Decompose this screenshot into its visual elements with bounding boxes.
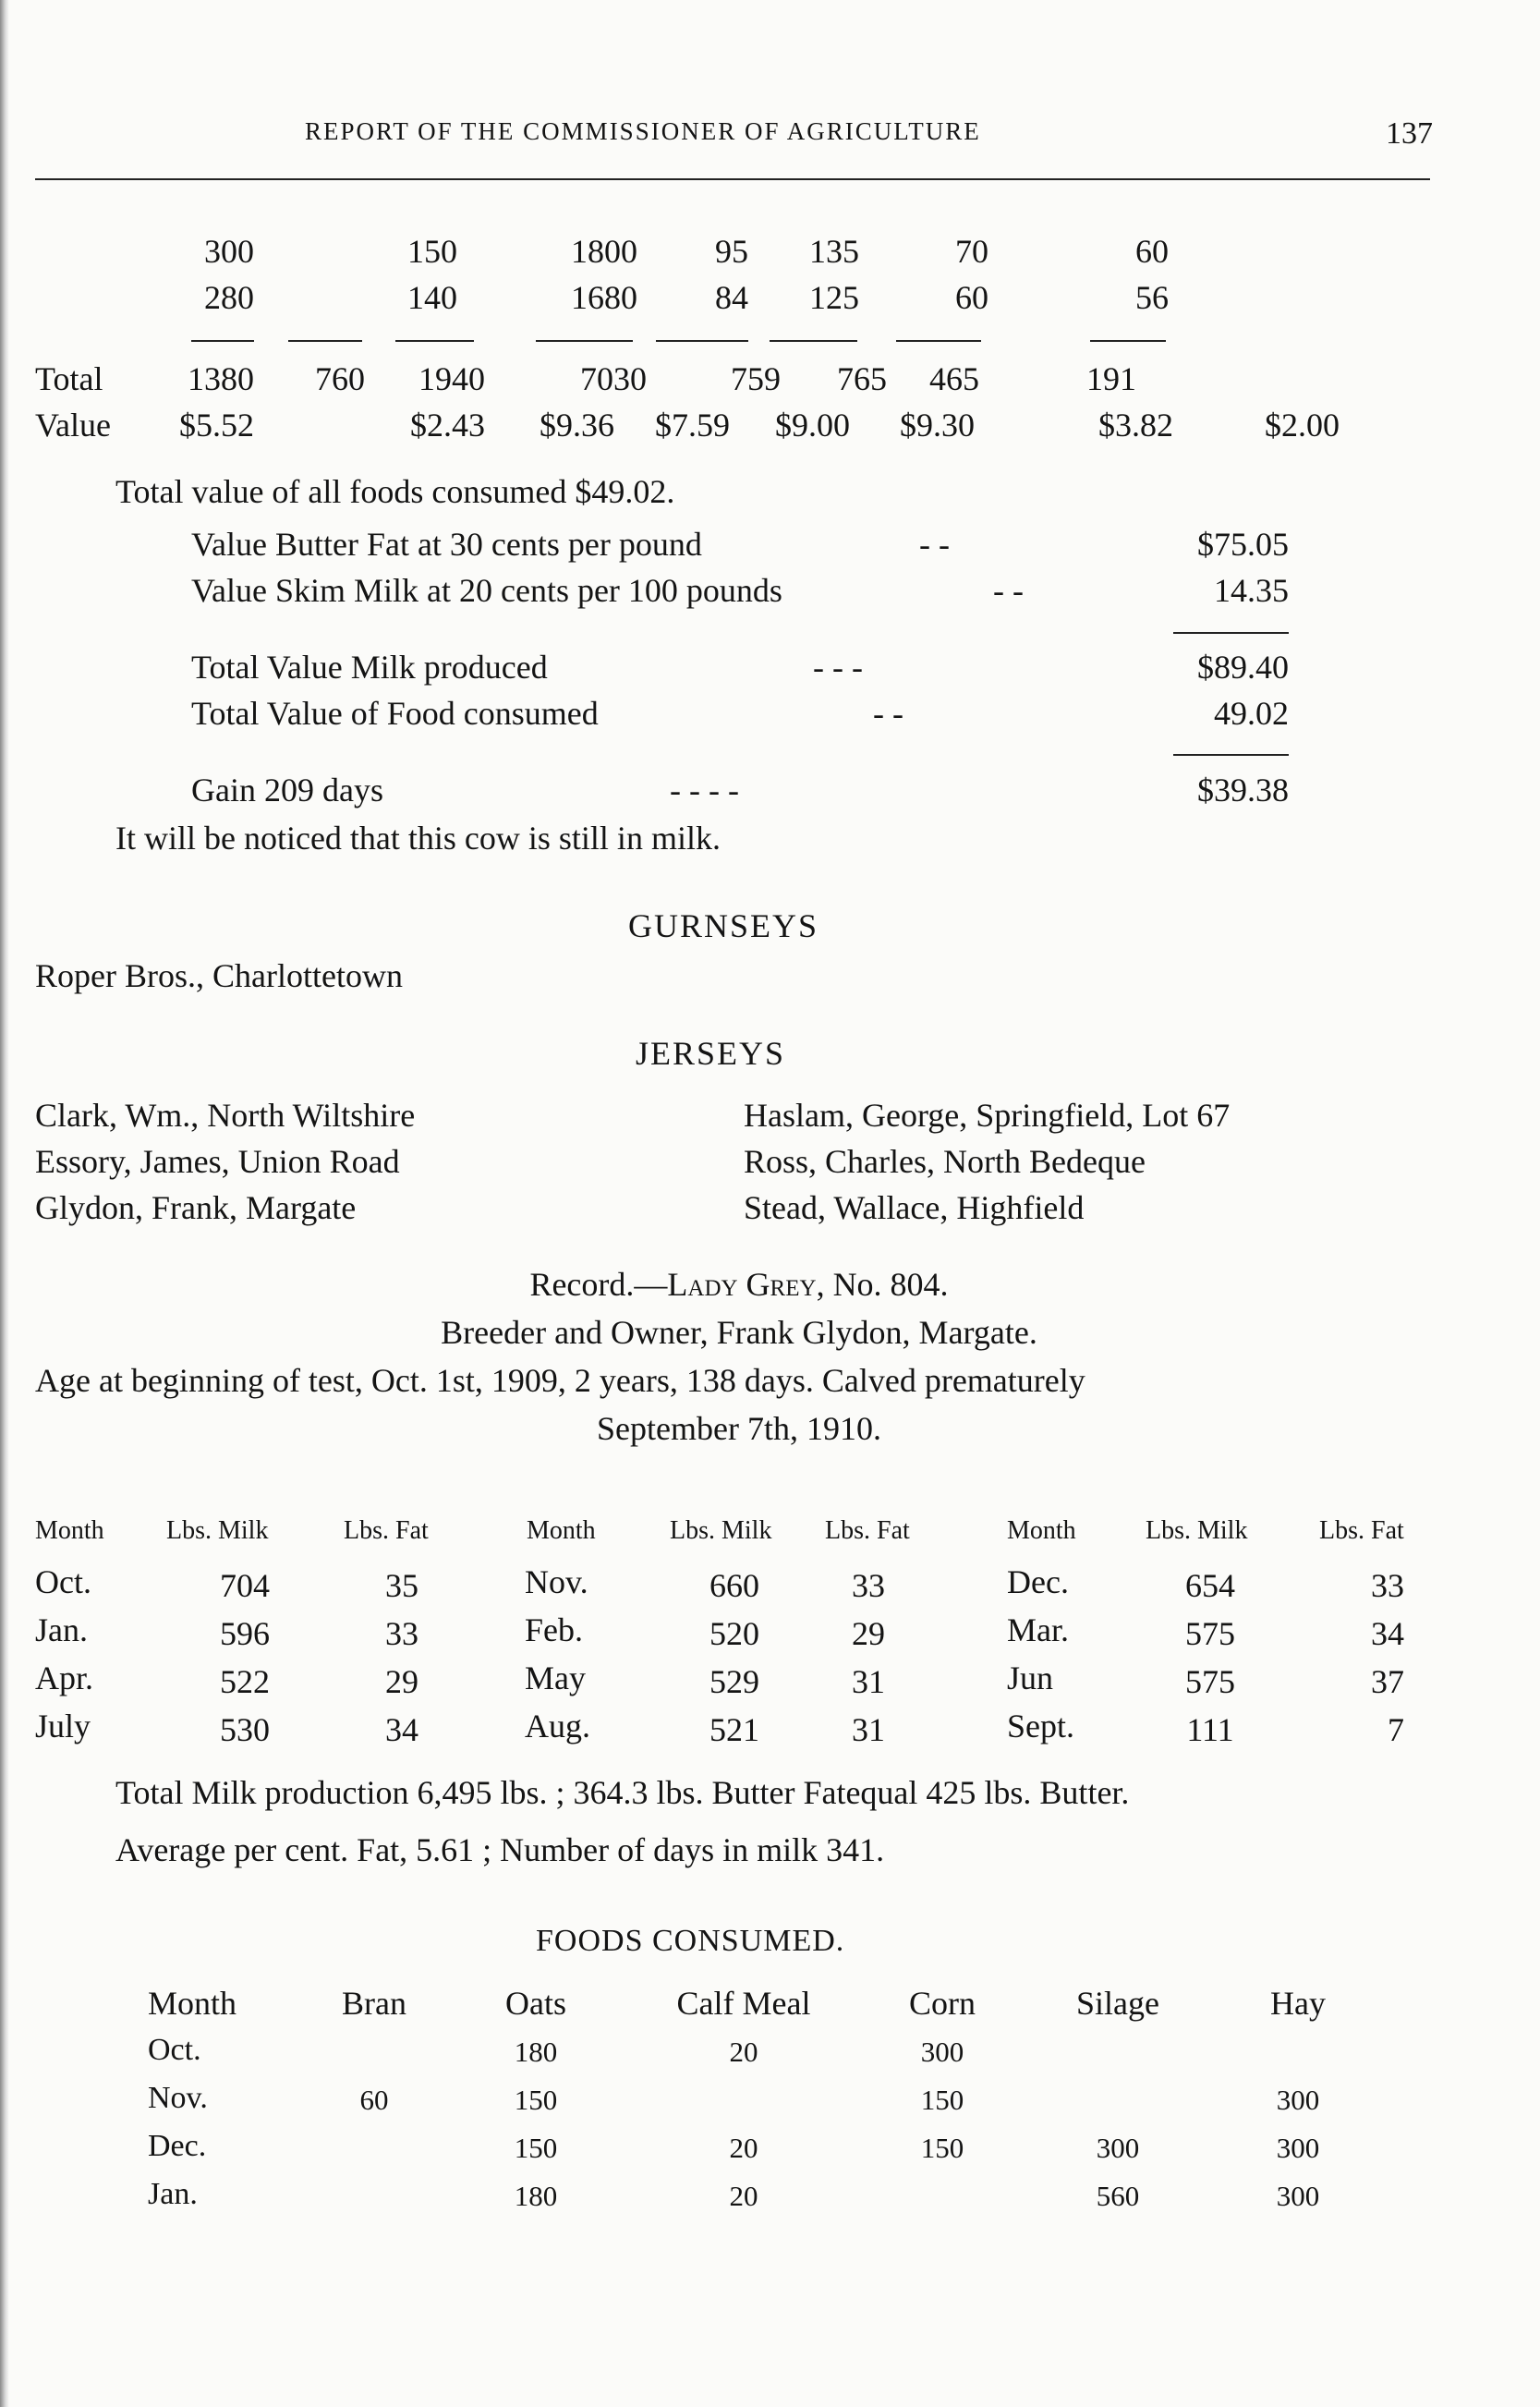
corn-cell: 300: [920, 2036, 964, 2068]
gain-label: Gain 209 days: [191, 772, 383, 808]
skim-milk-dashes: - -: [993, 572, 1024, 609]
column-header: Lbs. Milk: [670, 1516, 772, 1545]
value-label: Value: [35, 407, 111, 444]
jersey-owner: Glydon, Frank, Margate: [35, 1189, 357, 1226]
prior-total: 765: [837, 360, 887, 397]
gurnseys-heading: GURNSEYS: [628, 907, 819, 944]
sum-rule: [191, 340, 254, 342]
breeder-line: Breeder and Owner, Frank Glydon, Margate.: [441, 1314, 1037, 1351]
prior-cell: 300: [204, 233, 254, 270]
total-milk-dashes: - - -: [813, 649, 863, 686]
fat-cell: 33: [385, 1615, 418, 1652]
column-header: Month: [35, 1516, 104, 1545]
sum-rule: [395, 340, 474, 342]
calf-meal-cell: 20: [729, 2180, 758, 2212]
corn-cell: 150: [920, 2084, 964, 2116]
milk-cell: 522: [220, 1663, 270, 1700]
oats-cell: 180: [514, 2180, 558, 2212]
age-line: Age at beginning of test, Oct. 1st, 1909, 2 years, 138 days. Calved prematurely: [35, 1362, 1085, 1399]
fat-cell: 31: [852, 1663, 885, 1700]
milk-cell: 704: [220, 1567, 270, 1604]
month-cell: May: [525, 1659, 586, 1696]
jersey-owner: Stead, Wallace, Highfield: [744, 1189, 1085, 1226]
prior-total: 759: [731, 360, 781, 397]
milk-cell: 111: [1186, 1711, 1234, 1748]
month-cell: Nov.: [148, 2081, 208, 2115]
jersey-owner: Essory, James, Union Road: [35, 1143, 400, 1180]
prior-cell: 60: [955, 279, 988, 316]
sum-rule: [656, 340, 748, 342]
column-header: Lbs. Fat: [825, 1516, 910, 1545]
milk-cell: 520: [709, 1615, 759, 1652]
silage-cell: 560: [1096, 2180, 1140, 2212]
fat-cell: 29: [385, 1663, 418, 1700]
prior-cell: 56: [1135, 279, 1169, 316]
column-header: Month: [1007, 1516, 1076, 1545]
prior-total: 760: [315, 360, 365, 397]
month-cell: Dec.: [1007, 1563, 1069, 1600]
total-food-amount: 49.02: [1214, 695, 1289, 732]
totals-line: Total Milk production 6,495 lbs. ; 364.3 lbs. Butter Fatequal 425 lbs. Butter.: [115, 1774, 1130, 1811]
fat-cell: 37: [1371, 1663, 1404, 1700]
oats-cell: 150: [514, 2132, 558, 2164]
milk-cell: 530: [220, 1711, 270, 1748]
gurnseys-owner: Roper Bros., Charlottetown: [35, 957, 403, 994]
total-milk-label: Total Value Milk produced: [191, 649, 548, 686]
sum-rule: [1090, 340, 1166, 342]
month-cell: Apr.: [35, 1659, 93, 1696]
prior-value: $7.59: [655, 407, 730, 444]
sum-rule: [896, 340, 981, 342]
month-cell: Aug.: [525, 1708, 590, 1744]
skim-milk-label: Value Skim Milk at 20 cents per 100 pounds: [191, 572, 782, 609]
fat-cell: 33: [852, 1567, 885, 1604]
total-foods-line: Total value of all foods consumed $49.02.: [115, 473, 675, 510]
butter-fat-amount: $75.05: [1197, 526, 1289, 563]
bran-cell: 60: [359, 2084, 389, 2116]
corn-cell: 150: [920, 2132, 964, 2164]
jersey-owner: Ross, Charles, North Bedeque: [744, 1143, 1146, 1180]
prior-cell: 60: [1135, 233, 1169, 270]
average-line: Average per cent. Fat, 5.61 ; Number of days in milk 341.: [115, 1831, 885, 1868]
cow-name: Lady Grey: [667, 1266, 817, 1303]
prior-cell: 1680: [571, 279, 637, 316]
prior-cell: 135: [809, 233, 859, 270]
column-header: Lbs. Milk: [1146, 1516, 1248, 1545]
column-header: Bran: [342, 1985, 406, 2022]
column-header: Hay: [1270, 1985, 1326, 2022]
prior-total: 465: [929, 360, 979, 397]
column-header: Lbs. Fat: [344, 1516, 429, 1545]
month-cell: Oct.: [148, 2033, 201, 2067]
prior-value: $2.00: [1265, 407, 1340, 444]
note-line: It will be noticed that this cow is still in milk.: [115, 820, 721, 857]
prior-cell: 84: [715, 279, 748, 316]
prior-cell: 150: [407, 233, 457, 270]
fat-cell: 29: [852, 1615, 885, 1652]
fat-cell: 35: [385, 1567, 418, 1604]
column-header: Corn: [909, 1985, 976, 2022]
skim-milk-amount: 14.35: [1214, 572, 1289, 609]
fat-cell: 33: [1371, 1567, 1404, 1604]
prior-value: $9.30: [900, 407, 975, 444]
silage-cell: 300: [1096, 2132, 1140, 2164]
milk-cell: 654: [1185, 1567, 1235, 1604]
prior-total: 1380: [188, 360, 254, 397]
hay-cell: 300: [1276, 2084, 1320, 2116]
butter-fat-label: Value Butter Fat at 30 cents per pound: [191, 526, 702, 563]
column-header: Calf Meal: [676, 1985, 811, 2022]
fat-cell: 7: [1388, 1711, 1404, 1748]
prior-cell: 125: [809, 279, 859, 316]
month-cell: Mar.: [1007, 1611, 1069, 1648]
jerseys-heading: JERSEYS: [636, 1035, 786, 1072]
month-cell: Dec.: [148, 2129, 207, 2163]
jersey-owner: Clark, Wm., North Wiltshire: [35, 1097, 416, 1134]
gain-amount: $39.38: [1197, 772, 1289, 808]
month-cell: Feb.: [525, 1611, 583, 1648]
prior-cell: 1800: [571, 233, 637, 270]
month-cell: Oct.: [35, 1563, 91, 1600]
foods-heading: FOODS CONSUMED.: [536, 1924, 845, 1958]
hay-cell: 300: [1276, 2132, 1320, 2164]
milk-cell: 596: [220, 1615, 270, 1652]
page-number: 137: [1386, 116, 1433, 151]
record-title: [0, 1264, 1478, 1305]
oats-cell: 180: [514, 2036, 558, 2068]
sum-rule: [536, 340, 633, 342]
header-rule: [35, 178, 1430, 180]
column-header: Lbs. Milk: [166, 1516, 269, 1545]
column-header: Month: [148, 1985, 237, 2022]
running-header: REPORT OF THE COMMISSIONER OF AGRICULTURE: [305, 117, 981, 145]
record-prefix: Record.—: [529, 1266, 668, 1303]
fat-cell: 34: [1371, 1615, 1404, 1652]
prior-value: $9.36: [540, 407, 614, 444]
prior-cell: 70: [955, 233, 988, 270]
jersey-owner: Haslam, George, Springfield, Lot 67: [744, 1097, 1231, 1134]
prior-value: $9.00: [775, 407, 850, 444]
column-header: Lbs. Fat: [1319, 1516, 1404, 1545]
fat-cell: 34: [385, 1711, 418, 1748]
prior-value: $3.82: [1098, 407, 1173, 444]
column-header: Silage: [1076, 1985, 1159, 2022]
record-suffix: , No. 804.: [816, 1266, 949, 1303]
prior-total: 191: [1086, 360, 1136, 397]
calf-meal-cell: 20: [729, 2036, 758, 2068]
butter-fat-dashes: - -: [919, 526, 950, 563]
month-cell: July: [35, 1708, 91, 1744]
month-cell: Nov.: [525, 1563, 588, 1600]
month-cell: Jun: [1007, 1659, 1054, 1696]
milk-cell: 575: [1185, 1615, 1235, 1652]
fat-cell: 31: [852, 1711, 885, 1748]
summary-rule: [1173, 754, 1289, 756]
prior-total: 1940: [418, 360, 485, 397]
total-milk-amount: $89.40: [1197, 649, 1289, 686]
oats-cell: 150: [514, 2084, 558, 2116]
prior-value: $5.52: [179, 407, 254, 444]
month-cell: Jan.: [148, 2177, 198, 2211]
hay-cell: 300: [1276, 2180, 1320, 2212]
gain-dashes: - - - -: [670, 772, 739, 808]
sum-rule: [288, 340, 362, 342]
page-edge-shadow: [0, 0, 9, 2407]
prior-total: 7030: [580, 360, 647, 397]
total-label: Total: [35, 360, 103, 397]
prior-cell: 140: [407, 279, 457, 316]
total-food-dashes: - -: [873, 695, 903, 732]
milk-cell: 575: [1185, 1663, 1235, 1700]
column-header: Oats: [505, 1985, 566, 2022]
summary-rule: [1173, 632, 1289, 634]
prior-value: $2.43: [410, 407, 485, 444]
milk-cell: 529: [709, 1663, 759, 1700]
milk-cell: 660: [709, 1567, 759, 1604]
sum-rule: [770, 340, 857, 342]
month-cell: Jan.: [35, 1611, 88, 1648]
column-header: Month: [527, 1516, 596, 1545]
total-food-label: Total Value of Food consumed: [191, 695, 599, 732]
milk-cell: 521: [709, 1711, 759, 1748]
month-cell: Sept.: [1007, 1708, 1075, 1744]
prior-cell: 280: [204, 279, 254, 316]
calved-date: September 7th, 1910.: [597, 1410, 881, 1447]
prior-cell: 95: [715, 233, 748, 270]
calf-meal-cell: 20: [729, 2132, 758, 2164]
